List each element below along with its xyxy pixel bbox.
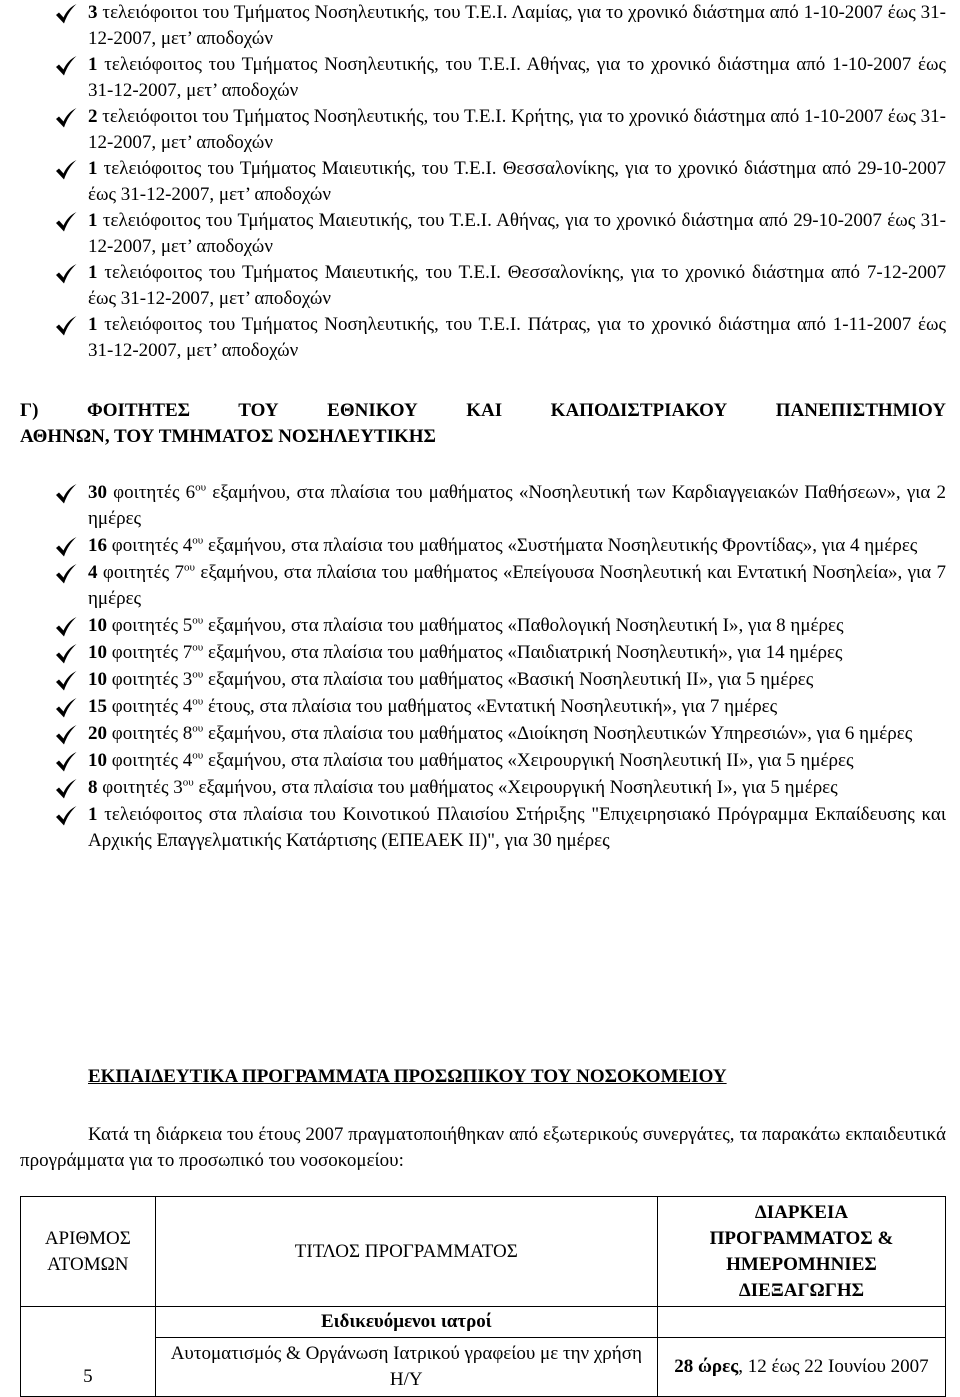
item-count: 30 xyxy=(88,482,107,503)
list-item xyxy=(54,208,946,260)
list-item xyxy=(54,104,946,156)
list-item xyxy=(54,694,946,720)
item-count: 16 xyxy=(88,535,107,556)
item-count: 1 xyxy=(88,158,98,179)
section-heading-line2: ΑΘΗΝΩΝ, ΤΟΥ ΤΜΗΜΑΤΟΣ ΝΟΣΗΛΕΥΤΙΚΗΣ xyxy=(20,426,436,447)
item-sup: ου xyxy=(192,695,204,708)
header-duration-word: ΗΜΕΡΟΜΗΝΙΕΣ xyxy=(726,1253,877,1275)
header-duration xyxy=(657,1197,945,1307)
list-item xyxy=(54,260,946,312)
header-title: ΤΙΤΛΟΣ ΠΡΟΓΡΑΜΜΑΤΟΣ xyxy=(155,1197,657,1307)
row-people: 5 xyxy=(21,1307,156,1397)
item-sup: ου xyxy=(192,641,204,654)
students-list xyxy=(54,480,946,855)
item-pre: τελειόφοιτος στα πλαίσια του Κοινοτικού Πλαισίου Στήριξης "Επιχειρησιακό Πρόγραμμα Εκπαίδευσης και Αρχικής Επαγγελματικής Κατάρτισης (ΕΠΕΑΕΚ ΙΙ)", για 30 ημέρες xyxy=(88,804,946,851)
item-pre: φοιτητές 3 xyxy=(107,669,193,690)
item-pre: φοιτητές 4 xyxy=(107,696,193,717)
item-text: εξαμήνου, στα πλαίσια του μαθήματος «Χειρουργική Νοσηλευτική ΙΙ», για 5 ημέρες xyxy=(203,750,854,771)
checkmark-icon xyxy=(54,315,78,337)
checkmark-icon xyxy=(54,670,78,692)
checkmark-icon xyxy=(54,724,78,746)
item-count: 10 xyxy=(88,642,107,663)
item-sup: ου xyxy=(182,776,194,789)
header-duration-word: ΔΙΑΡΚΕΙΑ xyxy=(754,1201,849,1223)
list-item xyxy=(54,52,946,104)
list-item xyxy=(54,480,946,532)
row-duration xyxy=(657,1338,945,1397)
row-duration-dates: , 12 έως 22 Ιουνίου 2007 xyxy=(738,1356,929,1377)
row-duration-hours: 28 ώρες xyxy=(674,1356,739,1377)
item-count: 1 xyxy=(88,262,98,283)
item-count: 1 xyxy=(88,804,98,825)
item-text: έτους, στα πλαίσια του μαθήματος «Εντατική Νοσηλευτική», για 7 ημέρες xyxy=(203,696,778,717)
checkmark-icon xyxy=(54,563,78,585)
item-sup: ου xyxy=(192,749,204,762)
checkmark-icon xyxy=(54,483,78,505)
graduates-list xyxy=(54,0,946,364)
item-count: 10 xyxy=(88,669,107,690)
checkmark-icon xyxy=(54,697,78,719)
list-item xyxy=(54,640,946,666)
item-sup: ου xyxy=(184,561,195,574)
item-text: εξαμήνου, στα πλαίσια του μαθήματος «Παιδιατρική Νοσηλευτική», για 14 ημέρες xyxy=(203,642,843,663)
item-text: τελειόφοιτος του Τμήματος Μαιευτικής, του Τ.Ε.Ι. Θεσσαλονίκης, για το χρονικό διάστημα από 7-12-2007 έως 31-12-2007, μετ’ αποδοχών xyxy=(88,262,946,309)
checkmark-icon xyxy=(54,3,78,25)
table-row xyxy=(21,1338,946,1397)
item-pre: φοιτητές 7 xyxy=(107,642,193,663)
item-text: τελειόφοιτος του Τμήματος Μαιευτικής, του Τ.Ε.Ι. Θεσσαλονίκης, για το χρονικό διάστημα από 29-10-2007 έως 31-12-2007, μετ’ αποδοχών xyxy=(88,158,946,205)
checkmark-icon xyxy=(54,159,78,181)
item-pre: φοιτητές 5 xyxy=(107,615,193,636)
list-item xyxy=(54,312,946,364)
item-pre: φοιτητές 4 xyxy=(107,750,193,771)
item-sup: ου xyxy=(192,534,204,547)
item-count: 20 xyxy=(88,723,107,744)
item-text: εξαμήνου, στα πλαίσια του μαθήματος «Συστήματα Νοσηλευτικής Φροντίδας», για 4 ημέρες xyxy=(203,535,918,556)
list-item xyxy=(54,802,946,854)
item-text: εξαμήνου, στα πλαίσια του μαθήματος «Χειρουργική Νοσηλευτική Ι», για 5 ημέρες xyxy=(193,777,838,798)
group-label: Ειδικευόμενοι ιατροί xyxy=(155,1307,657,1338)
list-item xyxy=(54,560,946,612)
programs-table xyxy=(20,1196,946,1397)
item-count: 3 xyxy=(88,2,98,23)
row-title: Αυτοματισμός & Οργάνωση Ιατρικού γραφείου με την χρήση Η/Υ xyxy=(155,1338,657,1397)
item-sup: ου xyxy=(192,614,204,627)
item-text: εξαμήνου, στα πλαίσια του μαθήματος «Επείγουσα Νοσηλευτική και Εντατική Νοσηλεία», για 7 ημέρες xyxy=(88,562,946,609)
list-item xyxy=(54,613,946,639)
item-pre: φοιτητές 6 xyxy=(107,482,196,503)
item-text: εξαμήνου, στα πλαίσια του μαθήματος «Βασική Νοσηλευτική ΙΙ», για 5 ημέρες xyxy=(203,669,814,690)
item-pre: φοιτητές 7 xyxy=(97,562,185,583)
list-item xyxy=(54,0,946,52)
checkmark-icon xyxy=(54,55,78,77)
item-text: εξαμήνου, στα πλαίσια του μαθήματος «Διοίκηση Νοσηλευτικών Υπηρεσιών», για 6 ημέρες xyxy=(203,723,913,744)
intro-paragraph: Κατά τη διάρκεια του έτους 2007 πραγματοποιήθηκαν από εξωτερικούς συνεργάτες, τα παρακάτω εκπαιδευτικά προγράμματα για το προσωπικό του νοσοκομείου: xyxy=(20,1124,946,1171)
item-count: 10 xyxy=(88,615,107,636)
item-text: εξαμήνου, στα πλαίσια του μαθήματος «Παθολογική Νοσηλευτική Ι», για 8 ημέρες xyxy=(203,615,844,636)
item-count: 2 xyxy=(88,106,98,127)
list-item xyxy=(54,533,946,559)
checkmark-icon xyxy=(54,263,78,285)
checkmark-icon xyxy=(54,778,78,800)
item-count: 1 xyxy=(88,54,98,75)
group-empty xyxy=(657,1307,945,1338)
list-item xyxy=(54,156,946,208)
checkmark-icon xyxy=(54,616,78,638)
item-text: τελειόφοιτος του Τμήματος Νοσηλευτικής, του Τ.Ε.Ι. Αθήνας, για το χρονικό διάστημα από 1-10-2007 έως 31-12-2007, μετ’ αποδοχών xyxy=(88,54,946,101)
item-text: εξαμήνου, στα πλαίσια του μαθήματος «Νοσηλευτική των Καρδιαγγειακών Παθήσεων», για 2 ημέρες xyxy=(88,482,946,529)
checkmark-icon xyxy=(54,805,78,827)
item-sup: ου xyxy=(192,722,204,735)
checkmark-icon xyxy=(54,211,78,233)
item-count: 4 xyxy=(88,562,98,583)
checkmark-icon xyxy=(54,536,78,558)
list-item xyxy=(54,721,946,747)
item-count: 1 xyxy=(88,314,98,335)
list-item xyxy=(54,748,946,774)
header-duration-word: ΔΙΕΞΑΓΩΓΗΣ xyxy=(738,1279,865,1301)
item-text: τελειόφοιτοι του Τμήματος Νοσηλευτικής, του Τ.Ε.Ι. Κρήτης, για το χρονικό διάστημα από 1-10-2007 έως 31-12-2007, μετ’ αποδοχών xyxy=(88,106,946,153)
checkmark-icon xyxy=(54,643,78,665)
item-sup: ου xyxy=(192,668,204,681)
item-count: 15 xyxy=(88,696,107,717)
item-pre: φοιτητές 4 xyxy=(107,535,193,556)
item-text: τελειόφοιτος του Τμήματος Νοσηλευτικής, του Τ.Ε.Ι. Πάτρας, για το χρονικό διάστημα από 1-11-2007 έως 31-12-2007, μετ’ αποδοχών xyxy=(88,314,946,361)
section-heading-line1: Γ) ΦΟΙΤΗΤΕΣ ΤΟΥ ΕΘΝΙΚΟΥ ΚΑΙ ΚΑΠΟΔΙΣΤΡΙΑΚΟΥ ΠΑΝΕΠΙΣΤΗΜΙΟΥ xyxy=(20,400,946,421)
table-header-row xyxy=(21,1197,946,1307)
item-text: τελειόφοιτος του Τμήματος Μαιευτικής, του Τ.Ε.Ι. Αθήνας, για το χρονικό διάστημα από 29-10-2007 έως 31-12-2007, μετ’ αποδοχών xyxy=(88,210,946,257)
item-text: τελειόφοιτοι του Τμήματος Νοσηλευτικής, του Τ.Ε.Ι. Λαμίας, για το χρονικό διάστημα από 1-10-2007 έως 31-12-2007, μετ’ αποδοχών xyxy=(88,2,946,49)
list-item xyxy=(54,775,946,801)
section-heading xyxy=(20,398,946,450)
item-sup: ου xyxy=(195,481,207,494)
checkmark-icon xyxy=(54,751,78,773)
checkmark-icon xyxy=(54,107,78,129)
list-item xyxy=(54,667,946,693)
header-people: ΑΡΙΘΜΟΣ ΑΤΟΜΩΝ xyxy=(21,1197,156,1307)
table-group-row xyxy=(21,1307,946,1338)
header-duration-word: ΠΡΟΓΡΑΜΜΑΤΟΣ & xyxy=(709,1227,894,1249)
item-count: 8 xyxy=(88,777,98,798)
item-pre: φοιτητές 3 xyxy=(97,777,183,798)
item-pre: φοιτητές 8 xyxy=(107,723,193,744)
item-count: 1 xyxy=(88,210,98,231)
item-count: 10 xyxy=(88,750,107,771)
programs-title: ΕΚΠΑΙΔΕΥΤΙΚΑ ΠΡΟΓΡΑΜΜΑΤΑ ΠΡΟΣΩΠΙΚΟΥ ΤΟΥ ΝΟΣΟΚΟΜΕΙΟΥ xyxy=(88,1066,727,1087)
